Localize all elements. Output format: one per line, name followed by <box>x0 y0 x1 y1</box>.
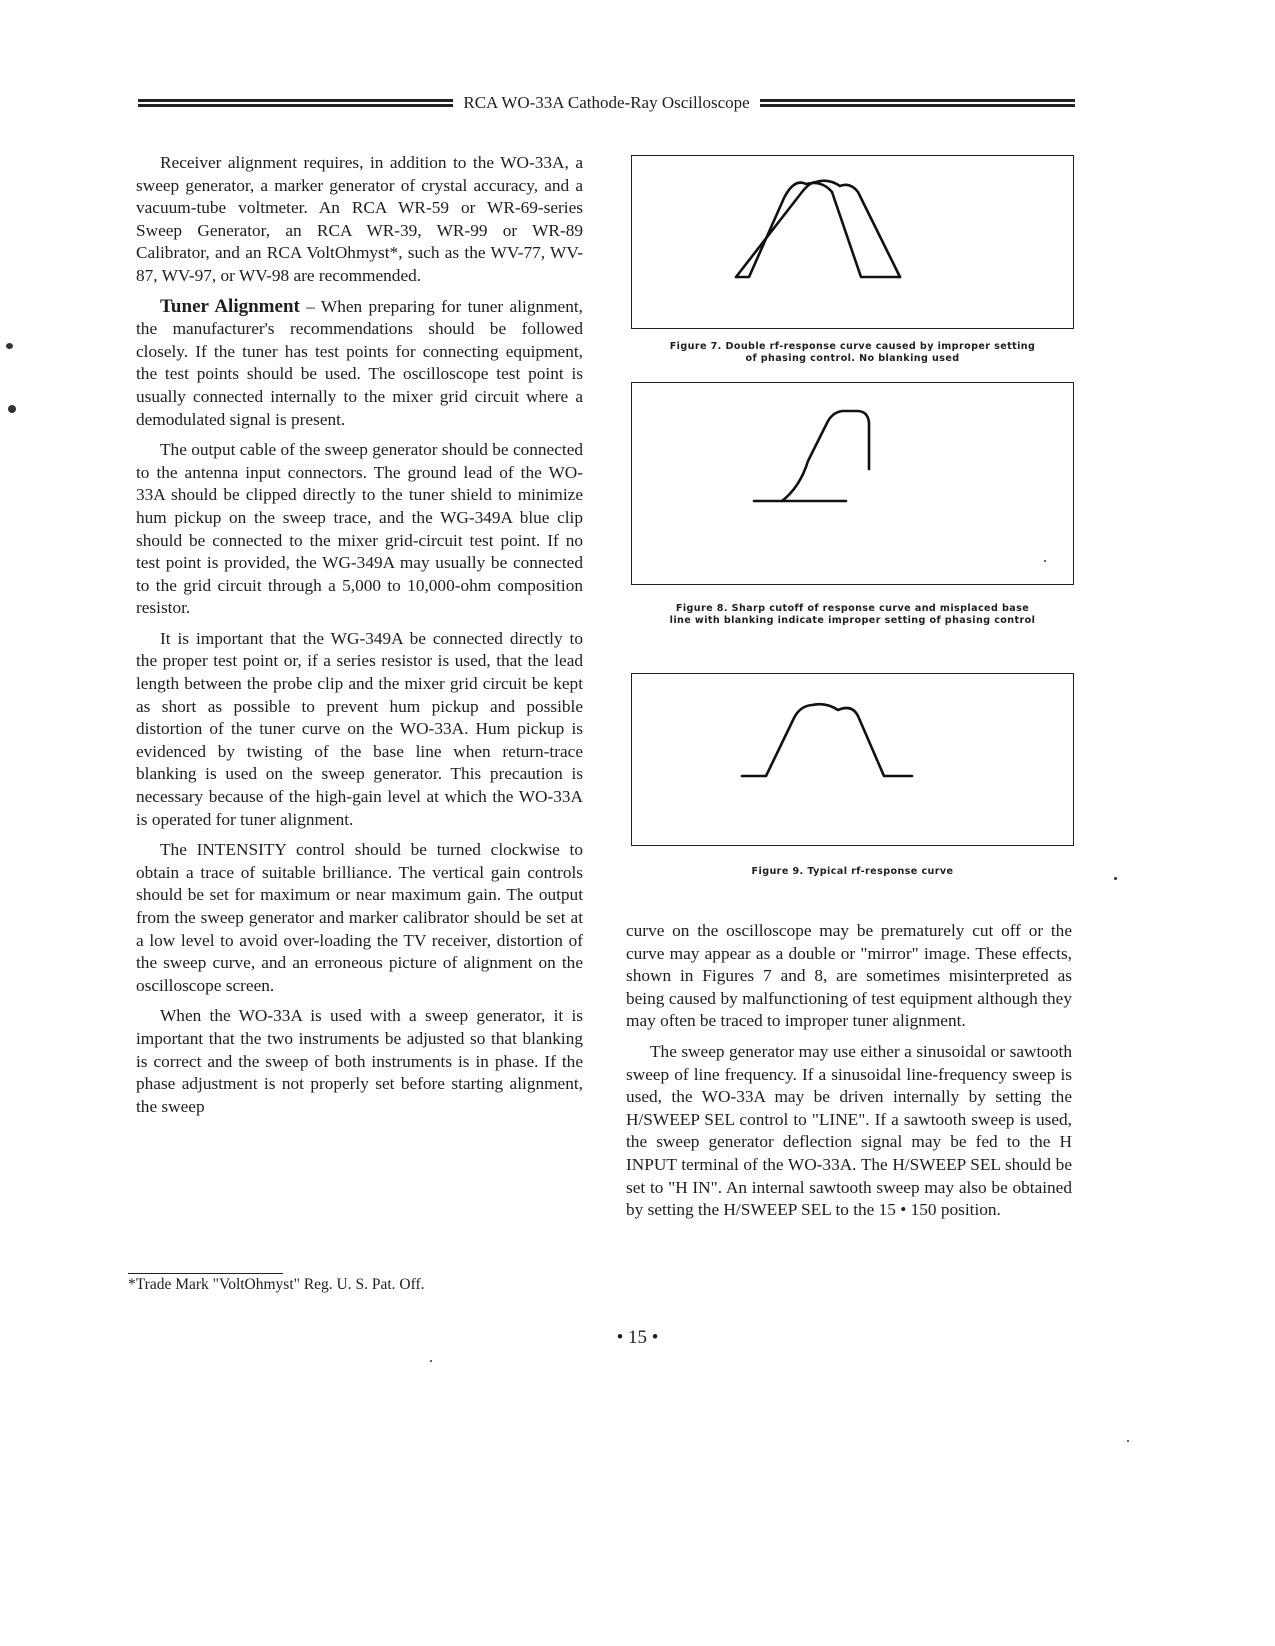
scan-speck <box>6 343 13 349</box>
paragraph-receiver-alignment: Receiver alignment requires, in addition to the WO-33A, a sweep generator, a marker generator of crystal accuracy, and a vacuum-tube voltmeter. An RCA WR-59 or WR-69-series Sweep Generator, an RCA WR-39, WR-99 or WR-89 Calibrator, and an RCA VoltOhmyst*, such as the WV-77, WV-87, WV-97, or WV-98 are recommended. <box>136 153 583 285</box>
paragraph-intensity-control: The INTENSITY control should be turned clockwise to obtain a trace of suitable brilliance. The vertical gain controls should be set for maximum or near maximum gain. The output from the sweep generator and marker calibrator should be set at a low level to avoid over-loading the TV receiver, distortion of the sweep curve, and an erroneous picture of alignment on the oscilloscope screen. <box>136 840 583 995</box>
figure-7-caption-line-2: of phasing control. No blanking used <box>745 353 960 364</box>
right-column <box>626 920 1072 1230</box>
footnote: *Trade Mark "VoltOhmyst" Reg. U. S. Pat. Off. <box>128 1276 425 1293</box>
section-heading-tuner-alignment: Tuner Alignment <box>160 295 300 317</box>
scan-speck <box>8 405 16 413</box>
figure-8-trace-drawing <box>632 383 1072 583</box>
footnote-rule <box>128 1273 283 1274</box>
page-number: • 15 • <box>616 1327 659 1348</box>
header-title: RCA WO-33A Cathode-Ray Oscilloscope <box>463 93 750 112</box>
figure-7-oscilloscope-trace <box>631 155 1074 329</box>
scan-speck <box>1127 1440 1129 1442</box>
header-rule-right <box>760 99 1075 107</box>
figure-7-curve-mirror <box>736 181 900 277</box>
figure-9-trace-drawing <box>632 674 1072 844</box>
left-column <box>136 152 583 1126</box>
figure-9-oscilloscope-trace <box>631 673 1074 846</box>
figure-9-caption-line-1: Figure 9. Typical rf-response curve <box>751 866 954 877</box>
figure-8-caption-line-2: line with blanking indicate improper setting of phasing control <box>669 615 1036 626</box>
figure-8-caption-line-1: Figure 8. Sharp cutoff of response curve and misplaced base <box>675 603 1030 614</box>
figure-9-caption <box>631 866 1074 878</box>
paragraph-mirror-image: curve on the oscilloscope may be prematurely cut off or the curve may appear as a double or "mirror" image. These effects, shown in Figures 7 and 8, are sometimes misinterpreted as being caused by malfunctioning of test equipment although they may often be traced to improper tuner alignment. <box>626 921 1072 1031</box>
paragraph-wg349a-connection: It is important that the WG-349A be connected directly to the proper test point or, if a series resistor is used, that the lead length between the probe clip and the mixer grid circuit be kept as short as possible to prevent hum pickup and possible distortion of the tuner curve on the WO-33A. Hum pickup is evidenced by twisting of the base line when return-trace blanking is used on the sweep generator. This precaution is necessary because of the high-gain level at which the WO-33A is operated for tuner alignment. <box>136 628 583 829</box>
figure-7-trace-drawing <box>632 156 1072 327</box>
scan-speck <box>430 1360 432 1362</box>
header-rule-left <box>138 99 453 107</box>
figure-8-curve <box>782 411 869 501</box>
paragraph-sweep-types: The sweep generator may use either a sinusoidal or sawtooth sweep of line frequency. If a sinusoidal line-frequency sweep is used, the WO-33A may be driven internally by setting the H/SWEEP SEL control to "LINE". If a sawtooth sweep is used, the sweep generator deflection signal may be fed to the H INPUT terminal of the WO-33A. The H/SWEEP SEL should be set to "H IN". An internal sawtooth sweep may also be obtained by setting the H/SWEEP SEL to the 15 • 150 position. <box>626 1041 1072 1220</box>
scan-speck <box>1114 877 1117 880</box>
scan-speck <box>1044 560 1046 562</box>
tuner-alignment-body: – When preparing for tuner alignment, the manufacturer's recommendations should be followed closely. If the tuner has test points for connecting equipment, the test points should be used. The oscilloscope test point is usually connected internally to the mixer grid circuit where a demodulated signal is present. <box>136 296 583 429</box>
figure-8-oscilloscope-trace <box>631 382 1074 585</box>
paragraph-tuner-alignment <box>136 296 583 432</box>
figure-7-caption <box>631 341 1074 365</box>
paragraph-sweep-generator-phase: When the WO-33A is used with a sweep generator, it is important that the two instruments be adjusted so that blanking is correct and the sweep of both instruments is in phase. If the phase adjustment is not properly set before starting alignment, the sweep <box>136 1006 583 1116</box>
running-header <box>138 88 1075 118</box>
paragraph-output-cable: The output cable of the sweep generator should be connected to the antenna input connectors. The ground lead of the WO-33A should be clipped directly to the tuner shield to minimize hum pickup on the sweep trace, and the WG-349A blue clip should be connected to the mixer grid-circuit test point. If no test point is provided, the WG-349A may usually be connected to the grid circuit through a 5,000 to 10,000-ohm composition resistor. <box>136 440 583 618</box>
figure-9-curve <box>742 704 912 776</box>
figure-8-caption <box>631 603 1074 627</box>
figure-7-caption-line-1: Figure 7. Double rf-response curve caused by improper setting <box>669 341 1036 352</box>
